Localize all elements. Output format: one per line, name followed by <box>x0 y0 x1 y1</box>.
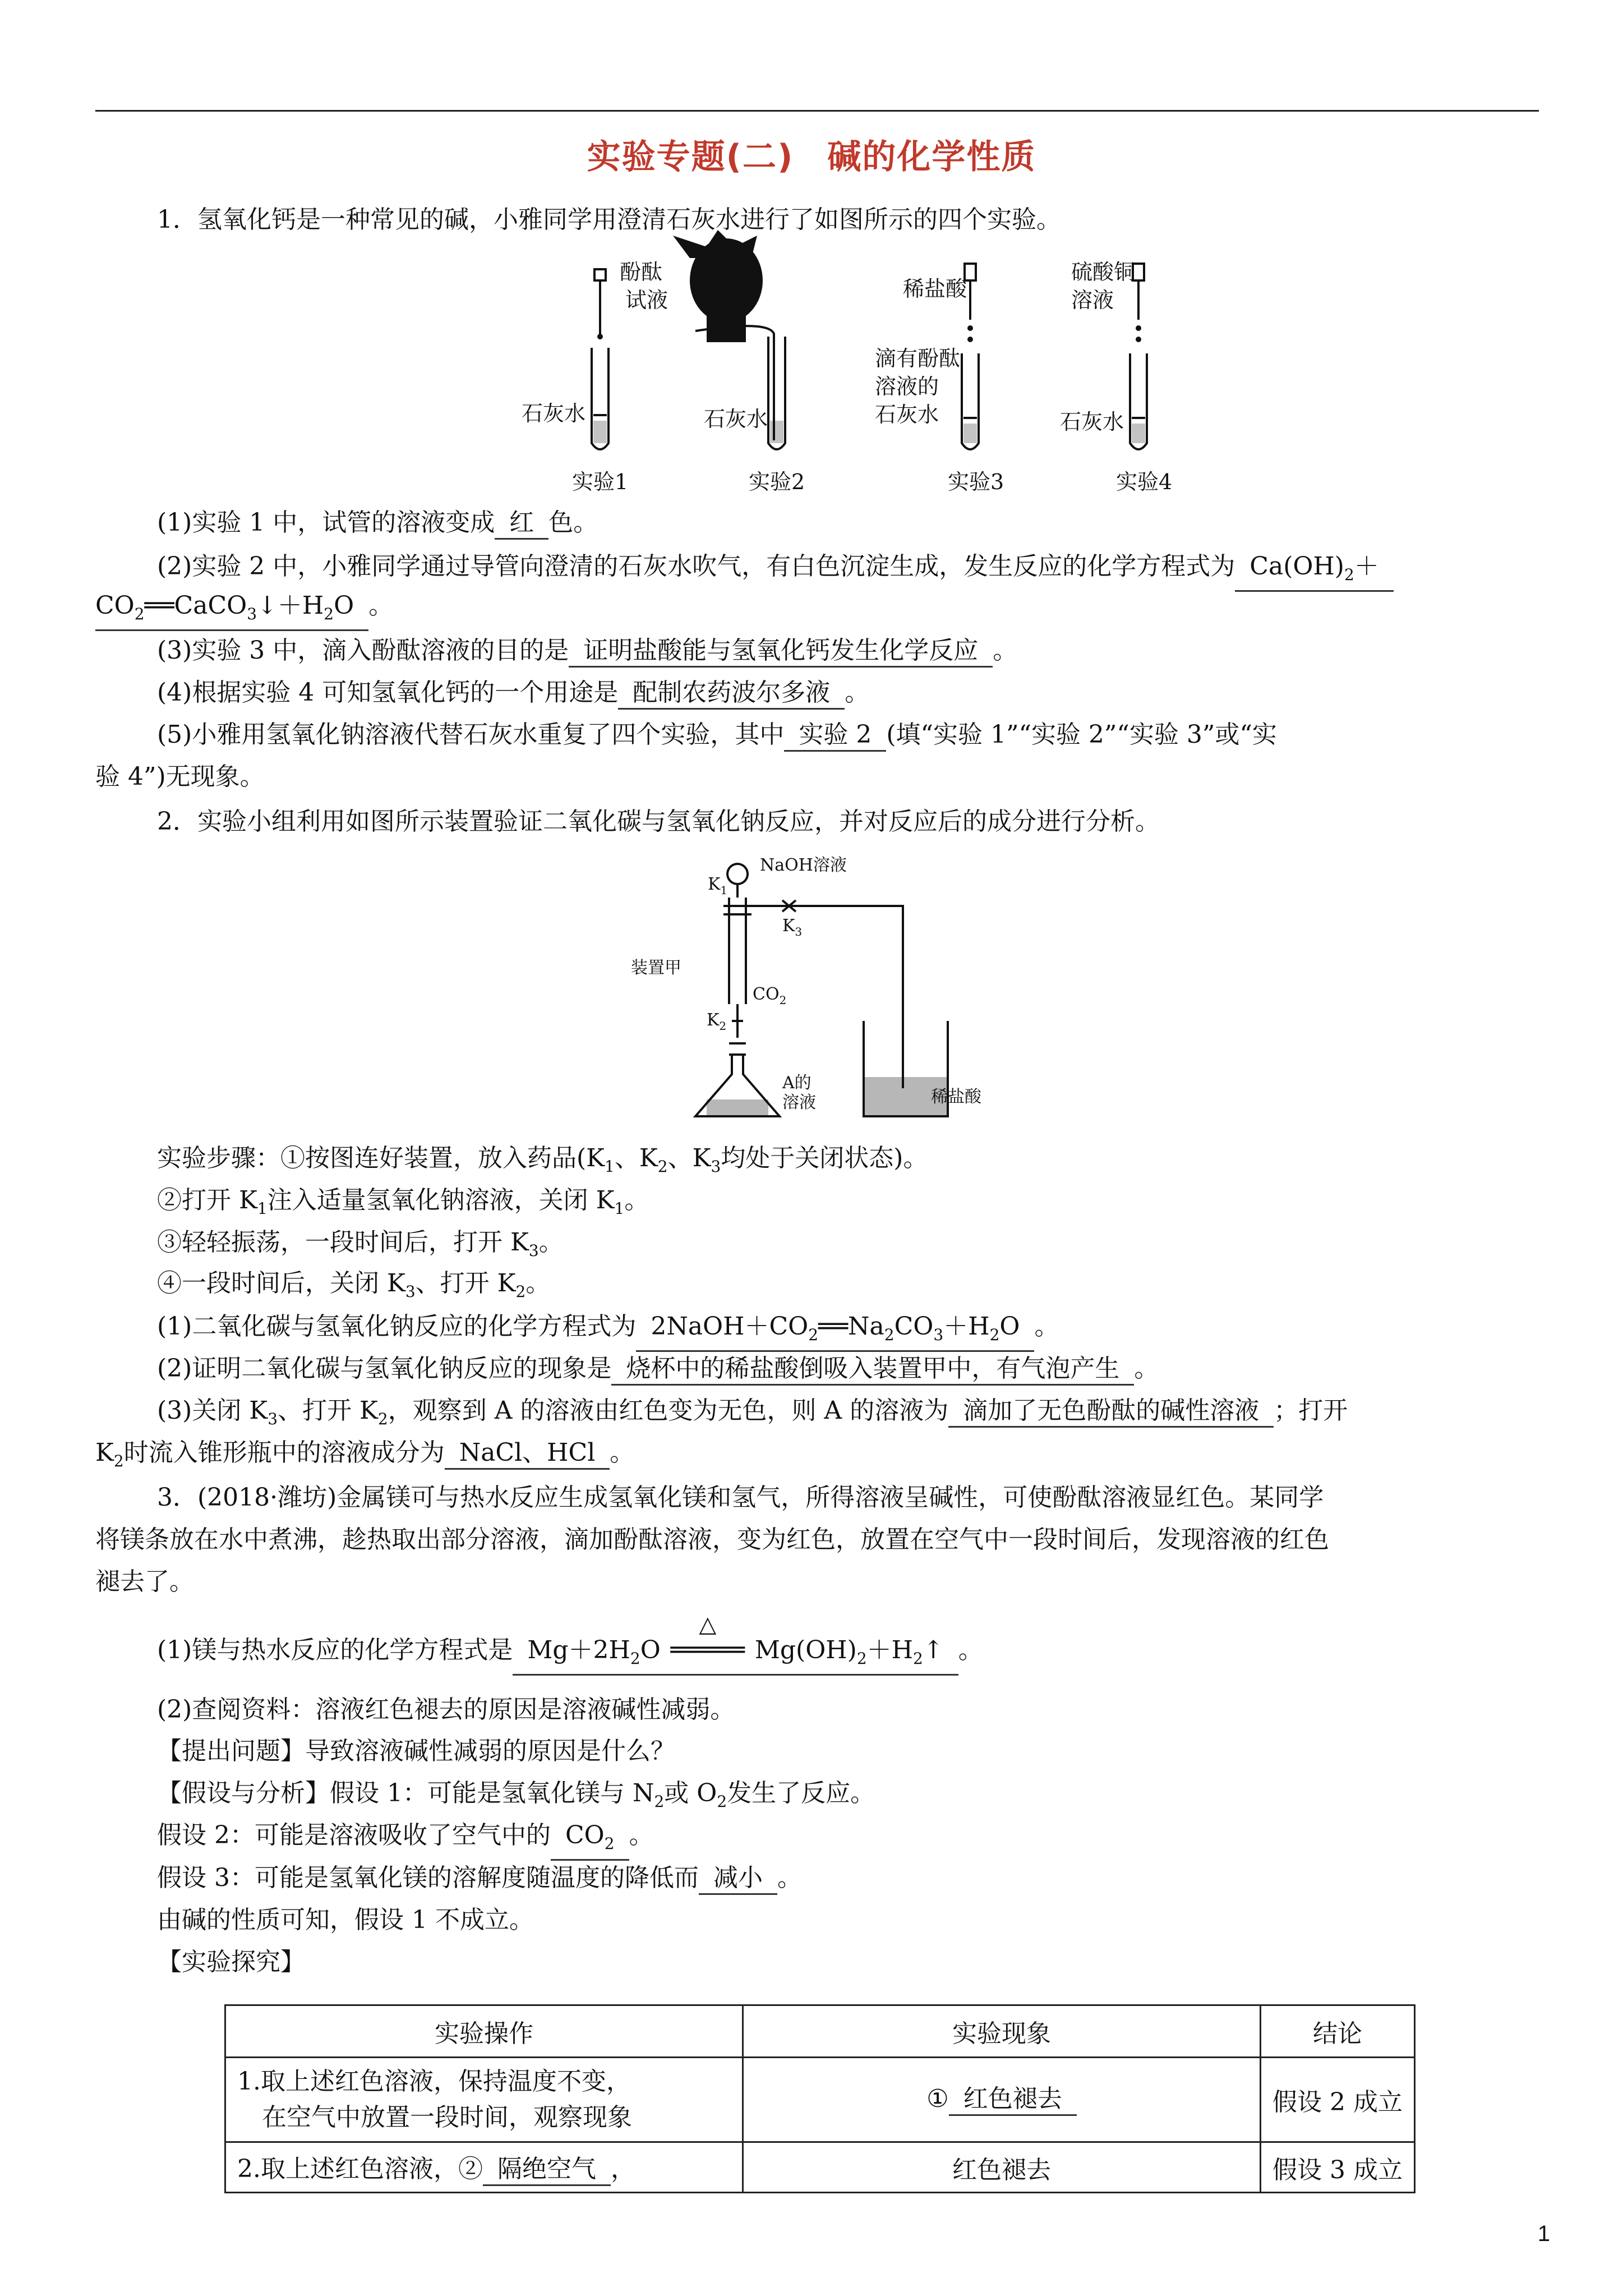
q3-conclusion: 由碱的性质可知，假设 1 不成立。 <box>157 1906 534 1934</box>
q1-p2-cont: $CO_2══CaCO_3↓+H_2O$ 。 <box>95 589 393 631</box>
q3-explore-label: 【实验探究】 <box>157 1948 305 1976</box>
exp1-reagent-1: 酚酞 <box>620 260 663 284</box>
q1-p2: (2)实验 2 中，小雅同学通过导管向澄清的石灰水吹气，有白色沉淀生成，发生反应的化学方程式为 $Ca(OH)_2+$ <box>157 550 1394 592</box>
q2-p2: (2)证明二氧化碳与氢氧化钠反应的现象是 烧杯中的稀盐酸倒吸入装置甲中，有气泡产生 。 <box>157 1352 1159 1386</box>
q1-p2-answer-b: $CO_2══CaCO_3↓+H_2O$ <box>95 591 368 631</box>
exp1-liquid: 石灰水 <box>522 401 586 426</box>
q2-step4: ④一段时间后，关闭 $K_3$、打开 $K_2$。 <box>157 1269 551 1301</box>
q2-p2-answer: 烧杯中的稀盐酸倒吸入装置甲中，有气泡产生 <box>611 1354 1134 1386</box>
exp1-caption: 实验1 <box>572 470 629 494</box>
hcl-label: 稀盐酸 <box>931 1087 981 1107</box>
exp1-reagent-2: 试液 <box>625 288 668 312</box>
exp4-liquid: 石灰水 <box>1060 409 1124 434</box>
q2-p3-cont: $K_2$时流入锥形瓶中的溶液成分为 NaCl、HCl 。 <box>95 1438 635 1470</box>
a-solution-label-2: 溶液 <box>782 1093 816 1112</box>
q2-figure <box>631 853 998 1128</box>
q1-figure <box>505 236 1234 499</box>
q2-stem: 2．实验小组利用如图所示装置验证二氧化碳与氢氧化钠反应，并对反应后的成分进行分析。 <box>157 807 1160 836</box>
q3-hypothesis-1: 【假设与分析】假设 1：可能是氢氧化镁与 $N_2$或 $O_2$发生了反应。 <box>157 1779 875 1811</box>
q2-step1: 实验步骤：①按图连好装置，放入药品($K_1$、$K_2$、$K_3$均处于关闭状态)。 <box>157 1144 928 1176</box>
table-cell: 红色褪去 <box>743 2142 1261 2193</box>
exp3-liquid-3: 石灰水 <box>875 402 939 427</box>
q2-step2: ②打开 $K_1$注入适量氢氧化钠溶液，关闭 $K_1$。 <box>157 1186 649 1218</box>
q1-p5: (5)小雅用氢氧化钠溶液代替石灰水重复了四个实验，其中 实验 2 (填“实验 1”“实验 2”“实验 3”或“实 <box>157 718 1277 752</box>
a-solution-label-1: A的 <box>782 1073 811 1093</box>
q3-stem-3: 褪去了。 <box>95 1567 194 1596</box>
q2-p3: (3)关闭 $K_3$、打开 $K_2$，观察到 A 的溶液由红色变为无色，则 A 的溶液为 滴加了无色酚酞的碱性溶液 ；打开 <box>157 1396 1348 1428</box>
q1-p1: (1)实验 1 中，试管的溶液变成 红 色。 <box>157 506 598 540</box>
table-row <box>225 2142 1415 2193</box>
q1-p4-answer: 配制农药波尔多液 <box>618 678 845 710</box>
table-row <box>225 2058 1415 2142</box>
q1-p3-answer: 证明盐酸能与氢氧化钙发生化学反应 <box>569 636 993 668</box>
exp4-reagent-1: 硫酸铜 <box>1071 260 1136 284</box>
exp3-liquid-2: 溶液的 <box>875 374 939 399</box>
table-cell: 假设 2 成立 <box>1261 2058 1415 2142</box>
top-rule <box>95 110 1539 112</box>
table-cell: 假设 3 成立 <box>1261 2142 1415 2193</box>
exp3-reagent: 稀盐酸 <box>903 277 967 301</box>
q1-p2-answer-a: $Ca(OH)_2+$ <box>1235 551 1394 592</box>
exp3-caption: 实验3 <box>948 470 1004 494</box>
q1-p5-cont: 验 4”)无现象。 <box>95 762 265 791</box>
q3-question: 【提出问题】导致溶液碱性减弱的原因是什么？ <box>157 1737 675 1765</box>
q1-p5-answer: 实验 2 <box>784 720 886 752</box>
q3-p1-answer: $Mg+2H_2O$ △ ═════ $Mg(OH)_2+H_2↑$ <box>513 1635 958 1676</box>
q2-p3-answer2: NaCl、HCl <box>445 1438 610 1470</box>
q3-table-answer-2: 隔绝空气 <box>483 2154 611 2186</box>
exp4-caption: 实验4 <box>1116 470 1173 494</box>
device-label: 装置甲 <box>631 958 681 978</box>
table-header: 实验现象 <box>743 2005 1261 2058</box>
exp2-caption: 实验2 <box>749 470 805 494</box>
table-cell: ① 红色褪去 <box>743 2058 1261 2142</box>
k1-label: $K_1$ <box>708 875 728 897</box>
q3-h3-answer: 减小 <box>699 1863 777 1895</box>
table-header: 实验操作 <box>225 2005 743 2058</box>
q1-stem: 1．氢氧化钙是一种常见的碱，小雅同学用澄清石灰水进行了如图所示的四个实验。 <box>157 205 1061 234</box>
table-header-row <box>225 2005 1415 2058</box>
q3-hypothesis-3: 假设 3：可能是氢氧化镁的溶解度随温度的降低而 减小 。 <box>157 1861 802 1895</box>
exp2-liquid: 石灰水 <box>704 407 768 431</box>
co2-label: $CO_2$ <box>753 984 787 1007</box>
q3-p2: (2)查阅资料：溶液红色褪去的原因是溶液碱性减弱。 <box>157 1695 735 1724</box>
page-number: 1 <box>1537 2221 1550 2246</box>
experiment-table <box>224 2004 1415 2193</box>
table-cell: 1.取上述红色溶液，保持温度不变， 在空气中放置一段时间，观察现象 <box>225 2058 743 2142</box>
k3-label: $K_3$ <box>782 916 803 938</box>
exp3-liquid-1: 滴有酚酞 <box>875 346 961 371</box>
q1-p1-answer: 红 <box>495 508 548 540</box>
q2-p3-answer: 滴加了无色酚酞的碱性溶液 <box>948 1396 1274 1428</box>
q2-p1-answer: $2NaOH+CO_2══Na_2CO_3+H_2O$ <box>636 1312 1034 1352</box>
q3-hypothesis-2: 假设 2：可能是溶液吸收了空气中的 $CO_2$ 。 <box>157 1819 654 1861</box>
exp4-reagent-2: 溶液 <box>1071 288 1114 312</box>
q3-stem-2: 将镁条放在水中煮沸，趁热取出部分溶液，滴加酚酞溶液，变为红色，放置在空气中一段时间后，发现溶液的红色 <box>95 1525 1329 1554</box>
q1-p4: (4)根据实验 4 可知氢氧化钙的一个用途是 配制农药波尔多液 。 <box>157 676 869 710</box>
q3-h2-answer: $CO_2$ <box>551 1820 629 1861</box>
k2-label: $K_2$ <box>707 1010 727 1033</box>
q3-p1: (1)镁与热水反应的化学方程式是 $Mg+2H_2O$ △ ═════ $Mg(OH)_2+H_2↑$ 。 <box>157 1634 983 1676</box>
page-title: 实验专题(二) 碱的化学性质 <box>587 137 1036 177</box>
q3-stem-1: 3．(2018·潍坊)金属镁可与热水反应生成氢氧化镁和氢气，所得溶液呈碱性，可使酚酞溶液显红色。某同学 <box>157 1483 1324 1512</box>
q1-p3: (3)实验 3 中，滴入酚酞溶液的目的是 证明盐酸能与氢氧化钙发生化学反应 。 <box>157 634 1017 668</box>
q2-p1: (1)二氧化碳与氢氧化钠反应的化学方程式为 $2NaOH+CO_2══Na_2CO_3+H_2O$ 。 <box>157 1310 1059 1352</box>
table-header: 结论 <box>1261 2005 1415 2058</box>
naoh-label: NaOH溶液 <box>760 855 847 875</box>
q3-table-answer-1: 红色褪去 <box>949 2084 1077 2116</box>
table-cell: 2.取上述红色溶液，② 隔绝空气 ， <box>225 2142 743 2193</box>
q2-step3: ③轻轻振荡，一段时间后，打开 $K_3$。 <box>157 1228 564 1260</box>
